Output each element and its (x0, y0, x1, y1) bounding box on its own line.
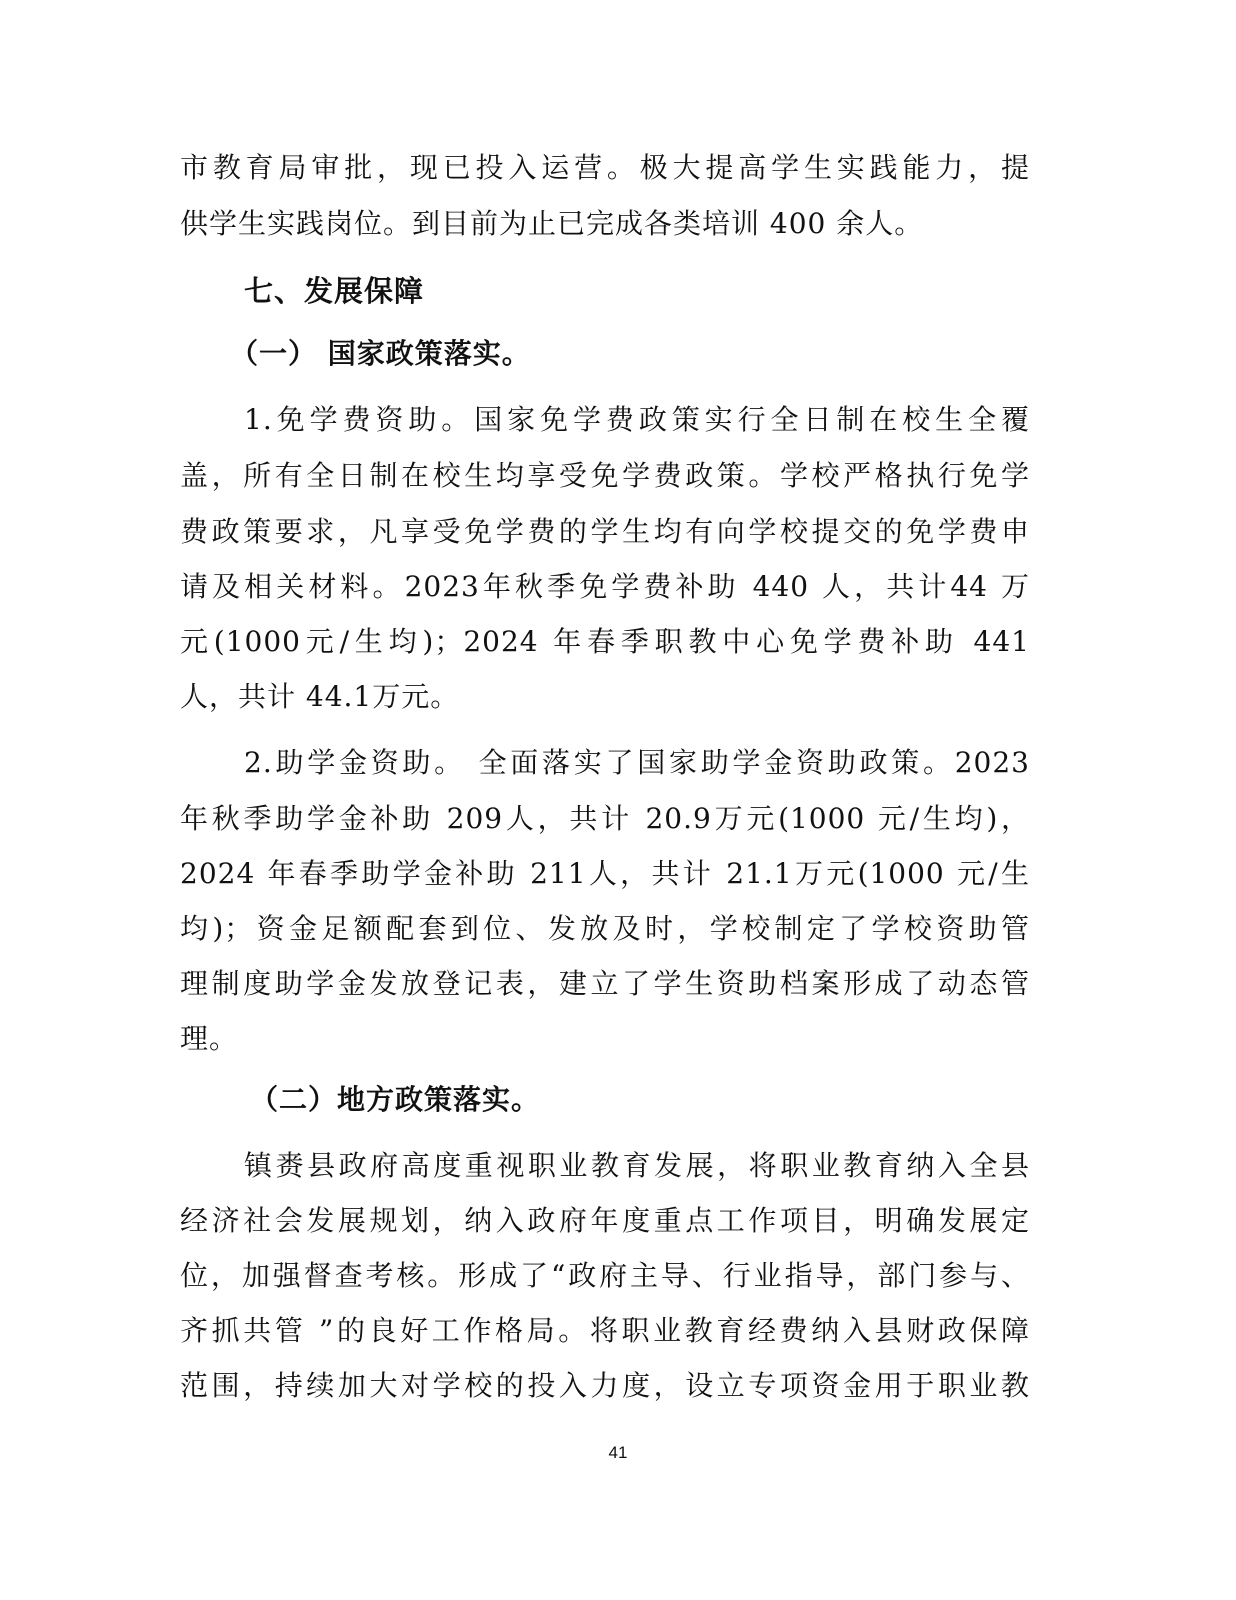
para1-line-5: 元(1000元/生均)；2024 年春季职教中心免学费补助 441 (180, 625, 1030, 658)
para1-line-1: 1.免学费资助。国家免学费政策实行全日制在校生全覆 (244, 403, 1030, 436)
para3-line-1: 镇赉县政府高度重视职业教育发展，将职业教育纳入全县 (244, 1149, 1030, 1182)
para1-line-3: 费政策要求，凡享受免学费的学生均有向学校提交的免学费申 (180, 515, 1030, 548)
para3-line-3: 位，加强督查考核。形成了“政府主导、行业指导，部门参与、 (180, 1259, 1030, 1292)
para2-line-5: 理制度助学金发放登记表，建立了学生资助档案形成了动态管 (180, 967, 1030, 1000)
intro-line-2: 供学生实践岗位。到目前为止已完成各类培训 400 余人。 (180, 207, 924, 240)
para2-line-4: 均)；资金足额配套到位、发放及时，学校制定了学校资助管 (180, 912, 1030, 945)
section-heading: 七、发展保障 (244, 274, 425, 308)
para3-line-5: 范围，持续加大对学校的投入力度，设立专项资金用于职业教 (180, 1369, 1030, 1402)
intro-line-1: 市教育局审批，现已投入运营。极大提高学生实践能力，提 (180, 151, 1030, 184)
subsection-heading-national: （一） 国家政策落实。 (230, 337, 531, 370)
page-number: 41 (608, 1443, 628, 1462)
para2-line-2: 年秋季助学金补助 209人，共计 20.9万元(1000 元/生均)， (180, 802, 1030, 835)
para1-line-6: 人，共计 44.1万元。 (180, 680, 460, 713)
subsection-heading-local: （二）地方政策落实。 (250, 1083, 541, 1116)
para2-line-3: 2024 年春季助学金补助 211人，共计 21.1万元(1000 元/生 (180, 857, 1030, 890)
para2-line-1: 2.助学金资助。 全面落实了国家助学金资助政策。2023 (244, 746, 1030, 779)
para3-line-4: 齐抓共管 ”的良好工作格局。将职业教育经费纳入县财政保障 (180, 1314, 1030, 1347)
para2-line-6: 理。 (180, 1022, 239, 1055)
para3-line-2: 经济社会发展规划，纳入政府年度重点工作项目，明确发展定 (180, 1204, 1030, 1237)
para1-line-2: 盖，所有全日制在校生均享受免学费政策。学校严格执行免学 (180, 459, 1030, 492)
para1-line-4: 请及相关材料。2023年秋季免学费补助 440 人，共计44 万 (180, 570, 1030, 603)
